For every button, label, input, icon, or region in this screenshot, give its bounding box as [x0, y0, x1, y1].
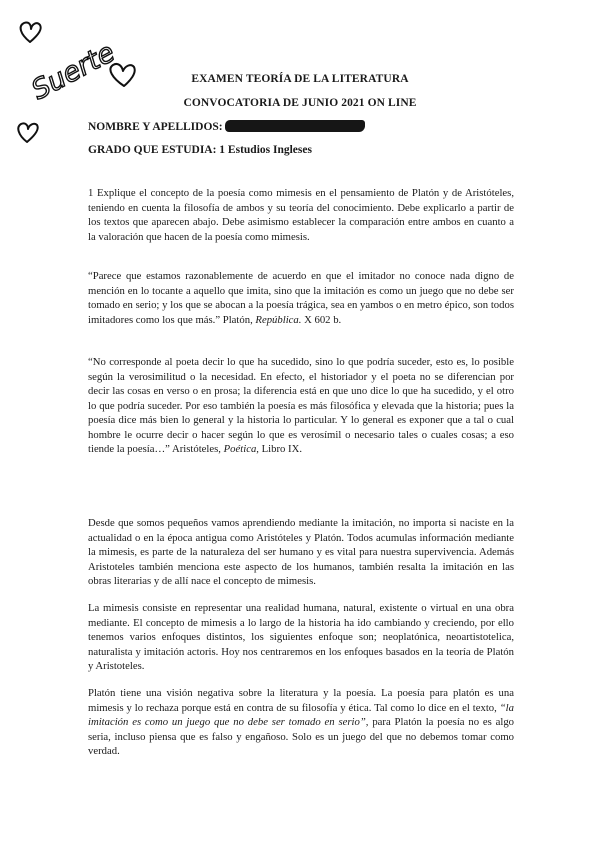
question-prompt: 1 Explique el concepto de la poesía como mimesis en el pensamiento de Platón y de Aristóteles, teniendo en cuenta la filosofía de ambos y su teoría del conocimiento. Debe explicarlo a partir de los textos que aparecen abajo. Debe asimismo establecer la comparación entre ambos en cuanto a la valoración que hacen de la poesía como mimesis. — [88, 187, 514, 243]
quote-aristotle-ref: , Libro IX. — [256, 443, 303, 455]
quote-plato — [88, 269, 514, 327]
answer-paragraph-3 — [88, 686, 514, 759]
quote-aristotle — [88, 355, 514, 457]
exam-session: CONVOCATORIA DE JUNIO 2021 ON LINE — [183, 97, 417, 109]
quote-aristotle-work: Poética — [223, 443, 257, 455]
answer-paragraph-3-end: para Platón la poesía no es algo seria, incluso piensa que es falso y engañoso. Solo es un juego del que no debemos tomar como verdad. — [88, 716, 515, 757]
quote-aristotle-text: “No corresponde al poeta decir lo que ha sucedido, sino lo que podría suceder, esto es, lo posible según la verosimilitud o la necesidad. En efecto, el historiador y el poeta no se diferencian por decir las cosas en verso o en prosa; la diferencia está en que uno dice lo que ha sucedido, y el otro lo que podría suceder. Por eso también la poesía es más filosófica y elevada que la historia; pues la poesía dice más bien lo general y la historia lo particular. Y lo general es exponer que a tal o cual hombre le ocurre decir o hacer según lo que es verosímil o necesario tales o cuales cosas; a eso tiende la poesía…” Aristóteles, — [88, 356, 514, 455]
redacted-name — [225, 120, 365, 132]
answer-paragraph-2: La mimesis consiste en representar una realidad humana, natural, existente o virtual en una obra mediante. El concepto de mimesis a lo largo de la historia ha ido cambiando y creciendo, por ello tenemos varios enfoques distintos, los siguientes enfoque son; neoplatónica, neoartistotelica, naturalista y imitación actoris. Hoy nos centraremos en los enfoques basados en la teoría de Platón y Aristoteles. — [88, 602, 514, 672]
quote-plato-ref: X 602 b. — [304, 313, 342, 326]
name-label: NOMBRE Y APELLIDOS: — [88, 121, 223, 133]
quote-plato-work: República. — [255, 313, 302, 326]
degree-label: GRADO QUE ESTUDIA: 1 Estudios Ingleses — [88, 144, 312, 156]
heart-icon — [21, 22, 41, 42]
answer-paragraph-3-start: Platón tiene una visión negativa sobre la literatura y la poesía. La poesía para platón es una mimesis y lo rechaza porque está en contra de su filosofía y ética. Tal como lo dice en el texto, — [88, 687, 514, 714]
exam-title: EXAMEN TEORÍA DE LA LITERATURA — [191, 73, 409, 85]
quote-plato-text: “Parece que estamos razonablemente de acuerdo en que el imitador no conoce nada digno de mención en lo tocante a aquello que imita, sino que la imitación es como un juego que no debe ser tomado en serio; y los que se abocan a la poesía trágica, sea en yambos o en metro épico, son todos imitadores como los que más.” Platón, — [88, 270, 514, 326]
handwritten-word: Suerte — [26, 36, 121, 107]
name-field — [88, 120, 365, 133]
answer-paragraph-1: Desde que somos pequeños vamos aprendiendo mediante la imitación, no importa si naciste en la actualidad o en la época antigua como Aristóteles y Platón. Todos acumulas información mediante la mimesis, es parte de la naturaleza del ser humano y es vital para nuestra supervivencia. Además Aristoteles también menciona este aspecto de los humanos, también resalta la imitación en las obras literarias y de allí nace el concepto de mimesis. — [88, 517, 514, 587]
answer-paragraph-3-quote: “la imitación es como un juego que no debe ser tomado en serio”, — [88, 701, 514, 728]
heart-icon — [18, 123, 37, 142]
